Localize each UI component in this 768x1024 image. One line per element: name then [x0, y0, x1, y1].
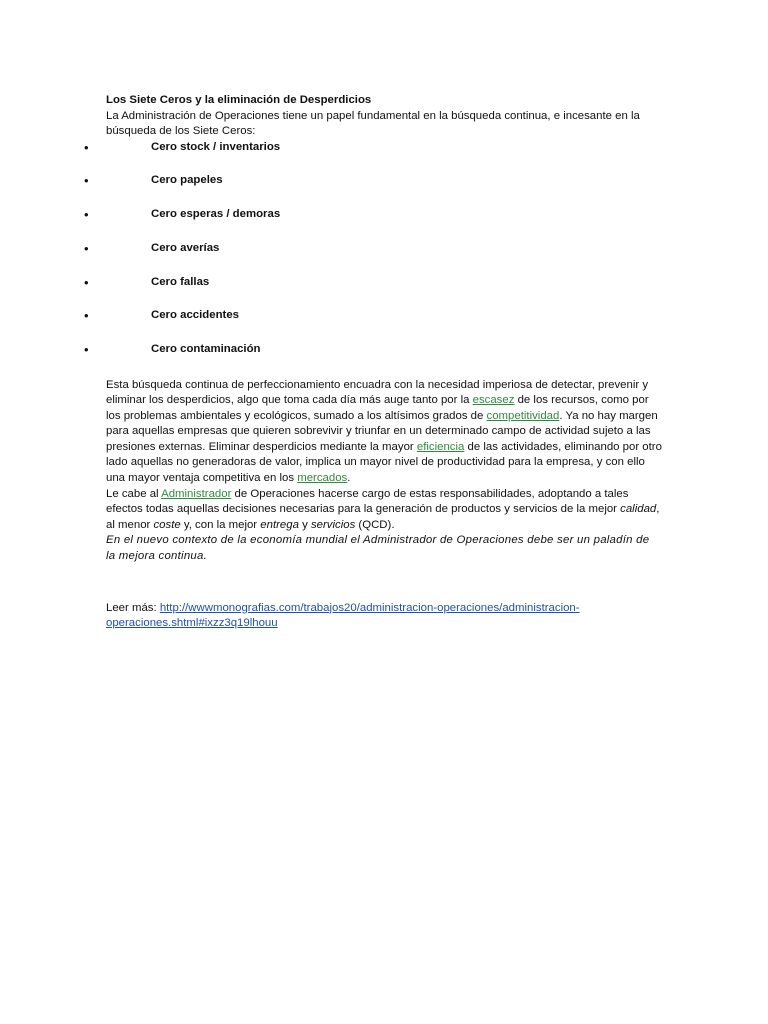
read-more-label: Leer más: — [106, 601, 160, 614]
link-competitividad[interactable]: competitividad — [486, 409, 560, 422]
bullet-icon: • — [84, 274, 89, 290]
text-run: . Ya no hay margen para aquellas empresas que quieren sobrevivir y triunfar en un determinado campo de actividad sujeto a las presiones externas. Eliminar desperdicios mediante la mayor — [106, 409, 658, 453]
list-item-label: Cero accidentes — [151, 309, 239, 322]
document-content — [84, 93, 662, 632]
body-paragraph-waste — [106, 378, 662, 487]
bullet-icon: • — [84, 139, 89, 155]
emphasis-servicios: servicios — [310, 518, 356, 531]
bullet-icon: • — [84, 240, 89, 256]
body-paragraph-administrator — [106, 487, 662, 534]
list-item-label: Cero papeles — [151, 174, 223, 187]
text-run: y — [298, 518, 311, 531]
list-item — [0, 308, 662, 324]
list-item-label: Cero stock / inventarios — [151, 140, 281, 153]
seven-zeros-list — [0, 140, 662, 358]
list-item-label: Cero fallas — [151, 275, 210, 288]
text-run: Esta búsqueda continua de perfeccionamiento encuadra con la necesidad imperiosa de detectar, prevenir y eliminar los desperdicios, algo que toma cada día más auge tanto por la — [106, 378, 649, 407]
text-run: Le cabe al — [106, 487, 162, 500]
bullet-icon: • — [84, 173, 89, 189]
list-item — [0, 342, 662, 358]
text-run: de Operaciones hacerse cargo de estas responsabilidades, adoptando a tales efectos todas aquellas decisiones necesarias para la generación de productos y servicios de la mejor — [106, 487, 629, 516]
document-title: Los Siete Ceros y la eliminación de Desperdicios — [106, 94, 372, 106]
list-item — [0, 173, 662, 189]
list-item — [0, 140, 662, 156]
text-run: y, con la mejor — [180, 518, 261, 531]
text-run: de los recursos, como por los problemas ambientales y ecológicos, sumado a los altísimos grados de — [106, 394, 649, 422]
list-item — [0, 275, 662, 291]
bullet-icon: • — [84, 308, 89, 324]
text-run: . — [347, 472, 351, 485]
link-eficiencia[interactable]: eficiencia — [416, 440, 465, 453]
list-item-label: Cero contaminación — [151, 342, 261, 355]
link-mercados[interactable]: mercados — [297, 472, 348, 485]
list-item — [0, 241, 662, 257]
read-more-line — [106, 601, 662, 632]
italic-conclusion: En el nuevo contexto de la economía mundial el Administrador de Operaciones debe ser un paladín de la mejora continua. — [106, 534, 650, 563]
bullet-icon: • — [84, 207, 89, 223]
text-run: , al menor — [106, 503, 660, 531]
emphasis-entrega: entrega — [260, 518, 299, 531]
emphasis-coste: coste — [153, 518, 181, 531]
link-escasez[interactable]: escasez — [472, 394, 515, 407]
intro-paragraph: La Administración de Operaciones tiene un papel fundamental en la búsqueda continua, e incesante en la búsqueda de los Siete Ceros: — [106, 109, 640, 138]
link-administrador[interactable]: Administrador — [161, 487, 232, 500]
list-item — [0, 207, 662, 223]
text-run: (QCD). — [355, 518, 395, 531]
list-item-label: Cero esperas / demoras — [151, 208, 281, 221]
emphasis-calidad: calidad — [620, 503, 657, 516]
text-run: de las actividades, eliminando por otro lado aquellas no generadoras de valor, implica un mayor nivel de productividad para la empresa, y con ello una mayor ventaja competitiva en los — [106, 440, 662, 485]
read-more-link[interactable]: http://wwwmonografias.com/trabajos20/administracion-operaciones/administracion-operaciones.shtml#ixzz3q19lhouu — [106, 601, 580, 630]
bullet-icon: • — [84, 341, 89, 357]
list-item-label: Cero averías — [151, 241, 220, 254]
